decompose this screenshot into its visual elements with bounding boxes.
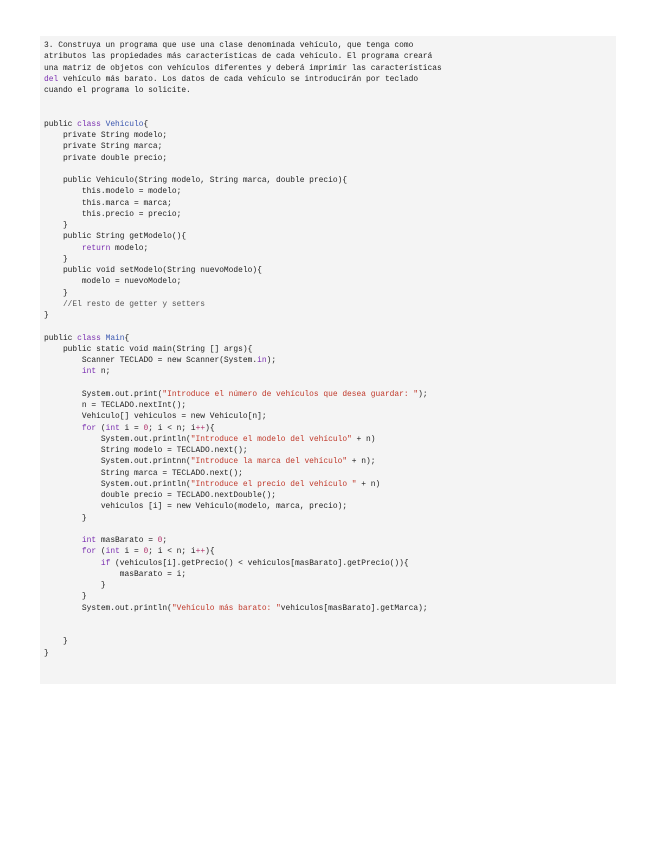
code-line [44,423,442,434]
code-line [44,603,442,614]
code-token: ; i < n; i [148,423,196,433]
code-token: String modelo = TECLADO.next(); [44,446,248,455]
code-line [44,591,442,602]
code-token: (vehiculos[i].getPrecio() < vehiculos[masBarato].getPrecio()){ [110,558,409,568]
code-token: System.out.println( [44,479,191,489]
code-token: "Introduce el número de vehículos que desea guardar: " [162,389,419,399]
code-token: if [100,558,111,568]
code-token: una matriz de objetos con vehículos diferentes y deberá imprimir las características [44,63,442,73]
code-line [44,355,442,366]
code-line [44,243,442,254]
code-token: public static void main(String [] args){ [44,344,253,354]
code-line [44,434,442,445]
code-line [44,535,442,546]
code-token [44,559,101,568]
code-line [44,456,442,467]
code-token: "Introduce la marca del vehículo" [190,457,348,467]
code-token: 3. Construya un programa que use una clase denominada vehículo, que tenga como [44,41,414,50]
code-token: atributos las propiedades más características de cada vehículo. El programa creará [44,52,433,62]
code-line [44,366,442,377]
code-token: cuando el programa lo solicite. [44,86,191,95]
code-token: Main [105,333,125,343]
code-token: //El resto de getter y setters [44,299,205,309]
code-line [44,344,442,355]
code-line [44,524,442,535]
code-token: i = [119,547,144,557]
code-token: this.modelo = modelo; [44,187,182,197]
code-line [44,411,442,422]
code-token [44,244,82,253]
description-line [44,85,442,96]
code-token: "Introduce el modelo del vehículo" [190,434,352,444]
code-line [44,636,442,647]
code-line [44,580,442,591]
code-token: ( [96,423,106,433]
code-token: class [77,333,106,343]
code-line [44,254,442,265]
code-line [44,648,442,659]
code-token [44,367,82,376]
code-token [44,424,82,433]
code-token: ); [266,356,277,365]
code-token: { [124,333,130,343]
code-token: this.marca = marca; [44,198,172,208]
code-line [44,231,442,242]
code-line [44,333,442,344]
description-line [44,40,442,51]
code-token: + n) [356,479,381,489]
code-token: 0 [157,536,163,545]
code-line [44,310,442,321]
code-token: for [81,423,97,433]
code-token: ; i < n; i [148,547,196,557]
code-line [44,546,442,557]
code-line [44,321,442,332]
code-token: 0 [143,547,149,557]
code-token: Scanner TECLADO = new Scanner(System. [44,356,258,365]
code-line [44,479,442,490]
code-token: + n) [351,434,376,444]
code-token: } [44,637,68,647]
code-line [44,141,442,152]
code-token: n = TECLADO.nextInt(); [44,401,187,410]
exercise-text [44,40,442,659]
code-line [44,276,442,287]
code-line [44,164,442,175]
code-line [44,490,442,501]
code-token: System.out.printnn( [44,457,191,467]
code-snippet-panel [40,36,616,684]
code-token: vehiculos [i] = new Vehiculo(modelo, marca, precio); [44,502,348,512]
description-line [44,63,442,74]
code-token: i = [119,423,144,433]
code-line [44,175,442,186]
code-token: System.out.println( [44,603,172,613]
code-token: for [81,547,97,557]
code-line [44,501,442,512]
code-token: } [44,254,68,264]
code-token: System.out.println( [44,434,191,444]
code-line [44,186,442,197]
code-token: return [81,243,111,253]
code-token: modelo; [110,243,149,253]
code-token: vehículo más barato. Los datos de cada vehículo se introducirán por teclado [58,74,419,84]
code-token: int [105,547,120,557]
code-token: public [44,119,78,129]
code-token: ( [96,547,106,557]
code-token: private String modelo; [44,131,168,140]
code-line [44,569,442,580]
code-token: ){ [205,423,215,433]
code-token: } [44,592,87,602]
code-token: } [44,311,49,320]
code-token: masBarato = i; [44,569,187,579]
code-token: n; [96,367,111,377]
code-token: ; [162,536,168,545]
code-token: "Introduce el precio del vehículo " [190,479,357,489]
description-line [44,51,442,62]
code-token [44,547,82,556]
code-line [44,558,442,569]
code-line [44,130,442,141]
code-token: } [44,513,87,523]
code-token: System.out.print( [44,389,163,399]
code-token: + n); [347,457,376,467]
code-token: int [81,536,97,545]
code-token: masBarato = [96,536,158,545]
code-token: double precio = TECLADO.nextDouble(); [44,491,277,500]
code-token: String marca = TECLADO.next(); [44,468,243,478]
code-token: Vehiculo[] vehiculos = new Vehiculo[n]; [44,412,267,422]
code-token: "Vehículo más barato: " [171,603,281,613]
code-token: ){ [205,547,215,557]
code-line [44,220,442,231]
code-line [44,513,442,524]
code-token: this.precio = precio; [44,209,182,219]
code-line [44,445,442,456]
code-token: public Vehiculo(String modelo, String marca, double precio){ [44,176,348,185]
java-code-block [44,96,442,659]
code-token: public void setModelo(String nuevoModelo){ [44,266,262,275]
code-line [44,198,442,209]
code-line [44,468,442,479]
code-line [44,265,442,276]
code-token: public String getModelo(){ [44,232,187,242]
code-line [44,389,442,400]
code-token: private double precio; [44,153,168,163]
code-line [44,614,442,625]
code-token: class [77,119,106,129]
code-line [44,378,442,389]
code-line [44,119,442,130]
code-token: public [44,333,78,343]
code-token: private String marca; [44,142,163,152]
code-token: } [44,581,106,590]
code-token: } [44,288,68,298]
code-token [44,536,82,545]
code-token: vehiculos[masBarato].getMarca); [280,603,428,613]
code-line [44,96,442,107]
code-token: del [44,74,59,84]
description-line [44,74,442,85]
code-token: ); [418,389,428,399]
code-token: int [105,423,120,433]
code-token: modelo = nuevoModelo; [44,277,182,287]
code-line [44,153,442,164]
code-token: 0 [143,423,149,433]
code-line [44,299,442,310]
code-line [44,625,442,636]
code-token: } [44,221,68,230]
code-line [44,108,442,119]
code-token: ++ [195,423,206,433]
code-line [44,400,442,411]
code-line [44,209,442,220]
code-token: ++ [195,547,206,557]
code-token: { [143,119,149,129]
code-token: int [81,367,97,377]
code-token: Vehiculo [105,119,144,129]
code-line [44,288,442,299]
code-token: } [44,648,49,658]
code-token: in [257,356,267,365]
exercise-description [44,40,442,96]
